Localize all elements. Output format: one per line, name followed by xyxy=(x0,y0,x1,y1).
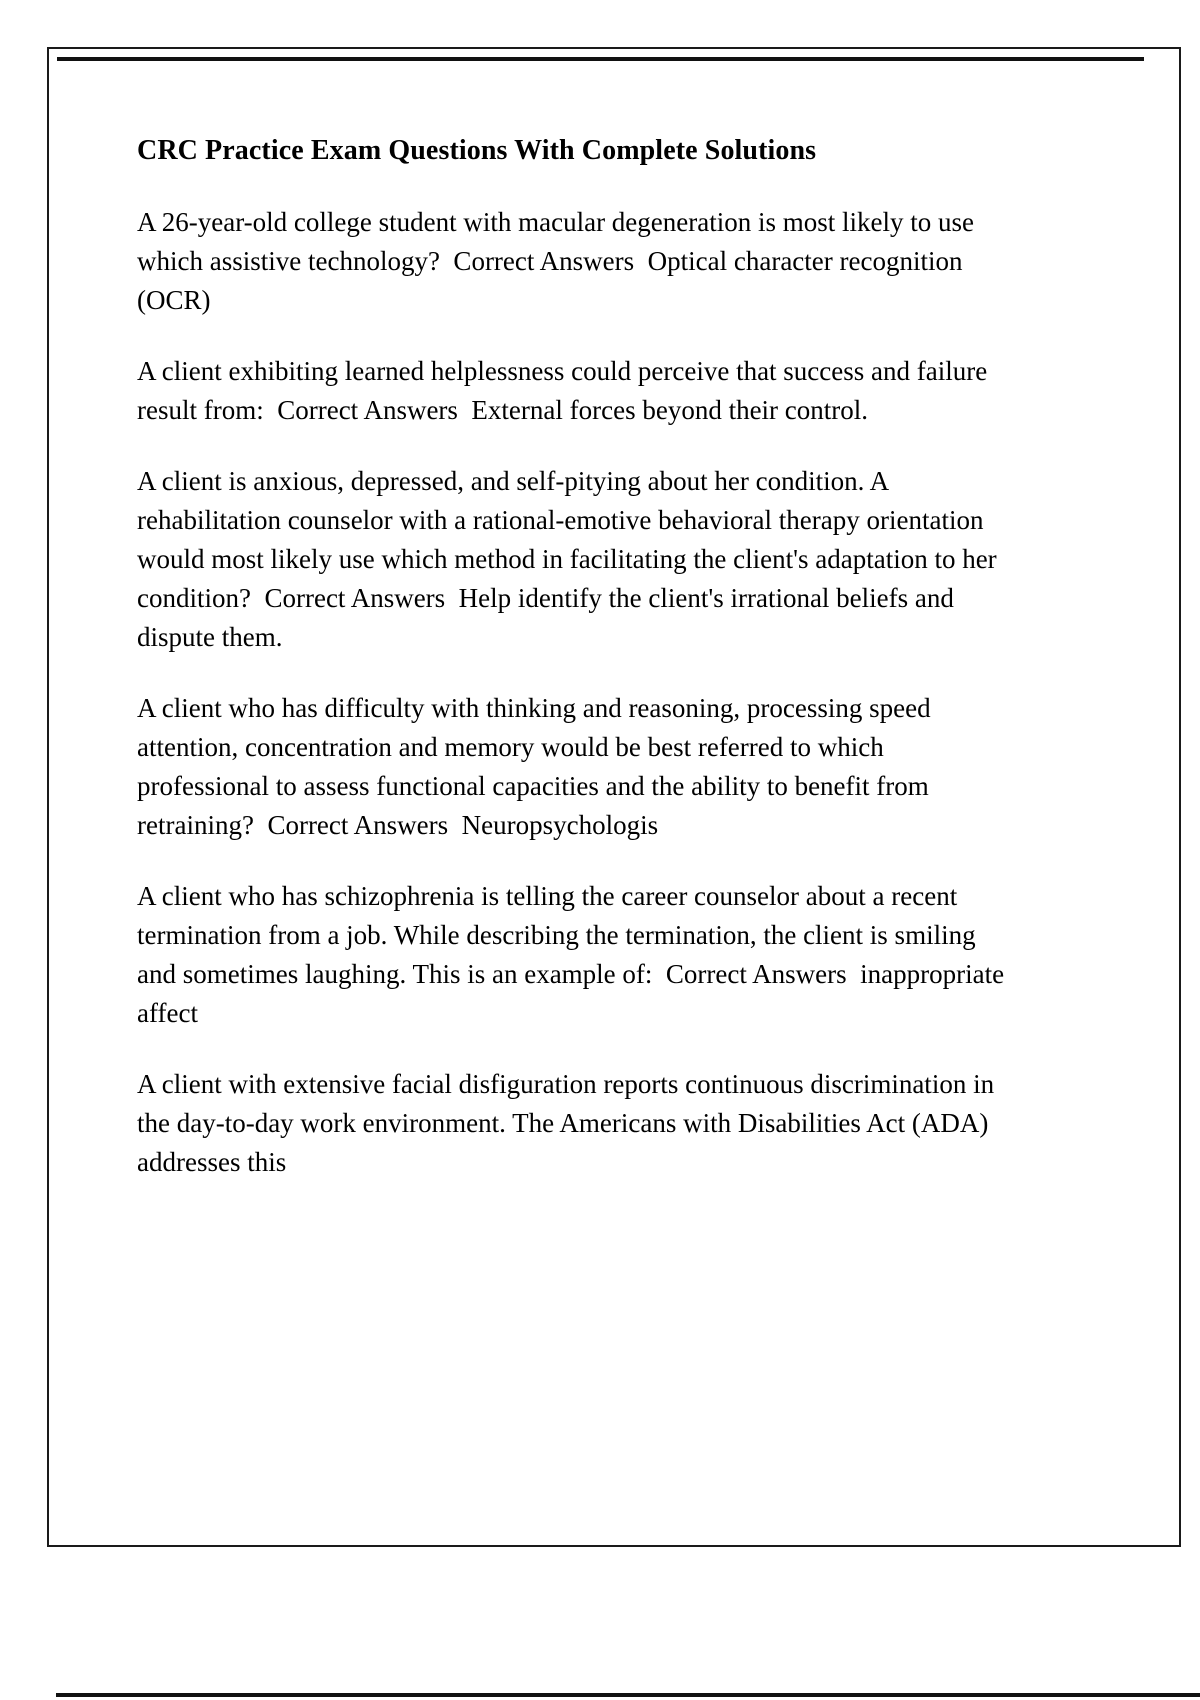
qa-paragraph-1: A 26-year-old college student with macular degeneration is most likely to use which assistive technology? Correct Answers Optical character recognition (OCR) xyxy=(137,207,981,316)
next-page-header-rule xyxy=(56,1693,1200,1697)
page-title: CRC Practice Exam Questions With Complete Solutions xyxy=(137,135,817,166)
qa-paragraph-6: A client with extensive facial disfiguration reports continuous discrimination in the day-to-day work environment. The Americans with Disabilities Act (ADA) addresses this xyxy=(137,1069,1001,1178)
page-header-rule xyxy=(57,57,1144,61)
document-text-column xyxy=(137,133,1019,1182)
qa-paragraph-4: A client who has difficulty with thinking and reasoning, processing speed attention, concentration and memory would be best referred to which professional to assess functional capacities and the ability to benefit from retraining? Correct Answers Neuropsychologis xyxy=(137,693,938,841)
qa-paragraph-5: A client who has schizophrenia is telling the career counselor about a recent termination from a job. While describing the termination, the client is smiling and sometimes laughing. This is an example of: Correct Answers inappropriate affect xyxy=(137,881,1011,1029)
qa-paragraph-3: A client is anxious, depressed, and self-pitying about her condition. A rehabilitation counselor with a rational-emotive behavioral therapy orientation would most likely use which method in facilitating the client's adaptation to her condition? Correct Answers Help identify the client's irrational beliefs and dispute them. xyxy=(137,466,1004,653)
document-page-sheet xyxy=(47,47,1181,1547)
qa-paragraph-2: A client exhibiting learned helplessness could perceive that success and failure result from: Correct Answers External forces beyond their control. xyxy=(137,356,994,426)
